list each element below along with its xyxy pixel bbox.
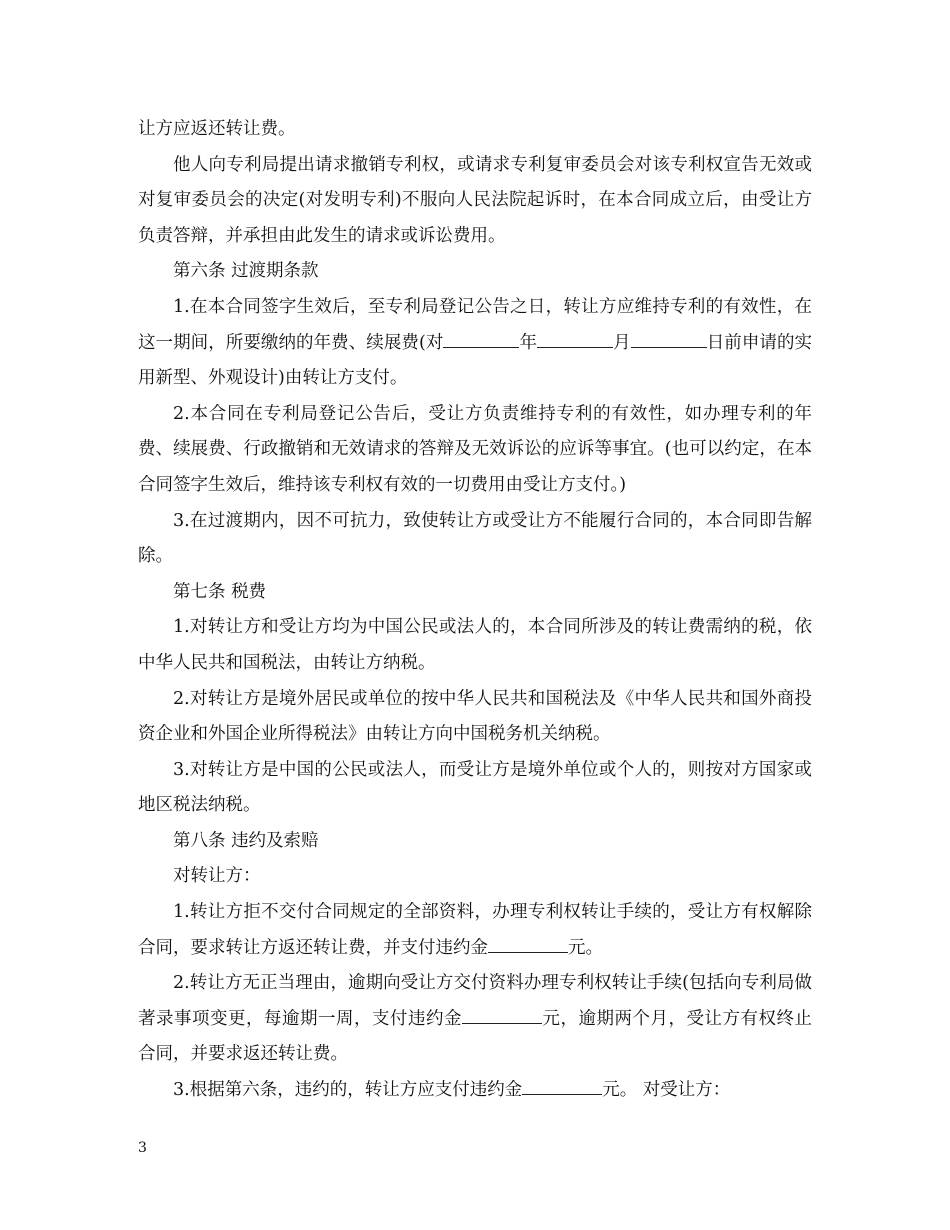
article-6-clause-2: 2.本合同在专利局登记公告后，受让方负责维持专利的有效性，如办理专利的年费、续展费、行政撤销和无效请求的答辩及无效诉讼的应诉等事宜。(也可以约定，在本合同签字生效后，维持该专利权有效的一切费用由受让方支付。)	[138, 403, 812, 495]
article-7-clause-3: 3.对转让方是中国的公民或法人，而受让方是境外单位或个人的，则按对方国家或地区税法纳税。	[138, 759, 812, 816]
paragraph: 让方应返还转让费。	[138, 119, 296, 139]
article-7-clause-2: 2.对转让方是境外居民或单位的按中华人民共和国税法及《中华人民共和国外商投资企业和外国企业所得税法》由转让方向中国税务机关纳税。	[138, 688, 812, 745]
article-7-heading: 第七条 税费	[173, 581, 267, 602]
fill-in-blank	[537, 330, 613, 348]
article-8-clause-3: 3.根据第六条，违约的，转让方应支付违约金 元。 对受让方：	[138, 1073, 812, 1109]
article-6-heading: 第六条 过渡期条款	[173, 261, 319, 282]
article-8-subheading: 对转让方：	[173, 866, 261, 887]
fill-in-blank	[488, 935, 568, 953]
fill-in-blank	[462, 1006, 542, 1024]
article-8-clause-2: 2.转让方无正当理由，逾期向受让方交付资料办理专利权转让手续(包括向专利局做著录事项变更，每逾期一周，支付违约金 元，逾期两个月，受让方有权终止合同，并要求返还转让费。	[138, 973, 812, 1065]
article-8-clause-1: 1.转让方拒不交付合同规定的全部资料，办理专利权转让手续的，受让方有权解除合同，要求转让方返还转让费，并支付违约金 元。	[138, 902, 812, 958]
document-body	[138, 112, 812, 1109]
article-8-heading: 第八条 违约及索赔	[173, 830, 319, 851]
page-number: 3	[138, 1140, 147, 1156]
article-6-clause-1: 1.在本合同签字生效后，至专利局登记公告之日，转让方应维持专利的有效性，在这一期间，所要缴纳的年费、续展费(对 年 月 日前申请的实用新型、外观设计)由转让方支付。	[138, 296, 813, 389]
article-7-clause-1: 1.对转让方和受让方均为中国公民或法人的，本合同所涉及的转让费需纳的税，依中华人民共和国税法，由转让方纳税。	[138, 617, 812, 673]
paragraph: 他人向专利局提出请求撤销专利权，或请求专利复审委员会对该专利权宣告无效或对复审委员会的决定(对发明专利)不服向人民法院起诉时，在本合同成立后，由受让方负责答辩，并承担由此发生的请求或诉讼费用。	[138, 154, 812, 246]
fill-in-blank	[522, 1077, 602, 1095]
fill-in-blank	[443, 330, 519, 348]
fill-in-blank	[631, 330, 707, 348]
article-6-clause-3: 3.在过渡期内，因不可抗力，致使转让方或受让方不能履行合同的，本合同即告解除。	[138, 510, 812, 567]
